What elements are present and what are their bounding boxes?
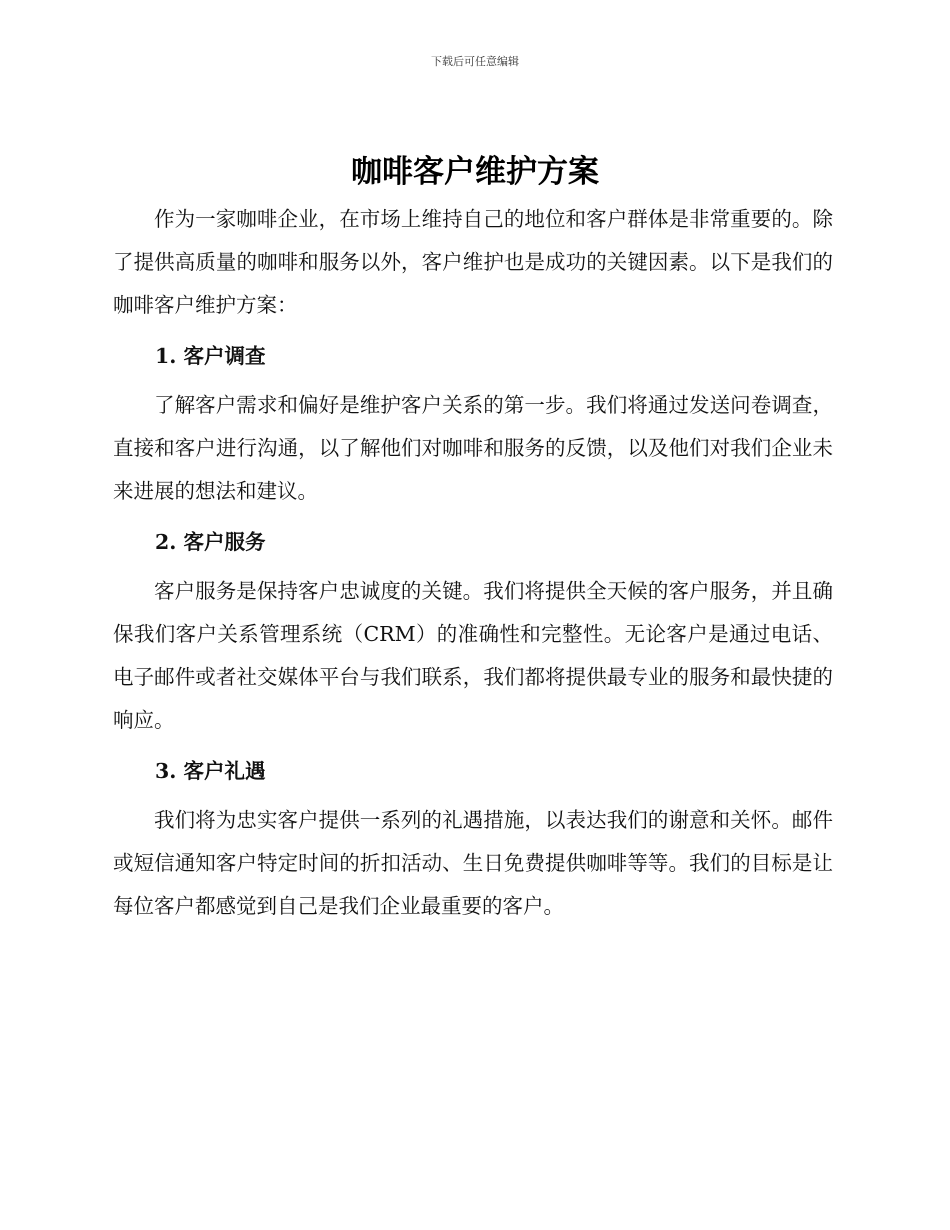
document-body [113,198,833,928]
section-paragraph: 客户服务是保持客户忠诚度的关键。我们将提供全天候的客户服务，并且确保我们客户关系管理系统（CRM）的准确性和完整性。无论客户是通过电话、电子邮件或者社交媒体平台与我们联系，我们都将提供最专业的服务和最快捷的响应。 [113,579,833,732]
document-title: 咖啡客户维护方案 [351,154,599,190]
section-service [113,513,833,742]
section-courtesy [113,742,833,928]
section-heading: 1. 客户调查 [155,344,266,368]
section-heading: 3. 客户礼遇 [155,759,266,783]
section-paragraph: 我们将为忠实客户提供一系列的礼遇措施，以表达我们的谢意和关怀。邮件或短信通知客户特定时间的折扣活动、生日免费提供咖啡等等。我们的目标是让每位客户都感觉到自己是我们企业最重要的客户。 [113,808,833,918]
section-survey [113,327,833,513]
section-paragraph: 了解客户需求和偏好是维护客户关系的第一步。我们将通过发送问卷调查，直接和客户进行沟通，以了解他们对咖啡和服务的反馈，以及他们对我们企业未来进展的想法和建议。 [113,393,833,503]
intro-paragraph: 作为一家咖啡企业，在市场上维持自己的地位和客户群体是非常重要的。除了提供高质量的咖啡和服务以外，客户维护也是成功的关键因素。以下是我们的咖啡客户维护方案： [113,207,833,317]
header-note: 下载后可任意编辑 [431,55,519,68]
section-heading: 2. 客户服务 [155,530,266,554]
